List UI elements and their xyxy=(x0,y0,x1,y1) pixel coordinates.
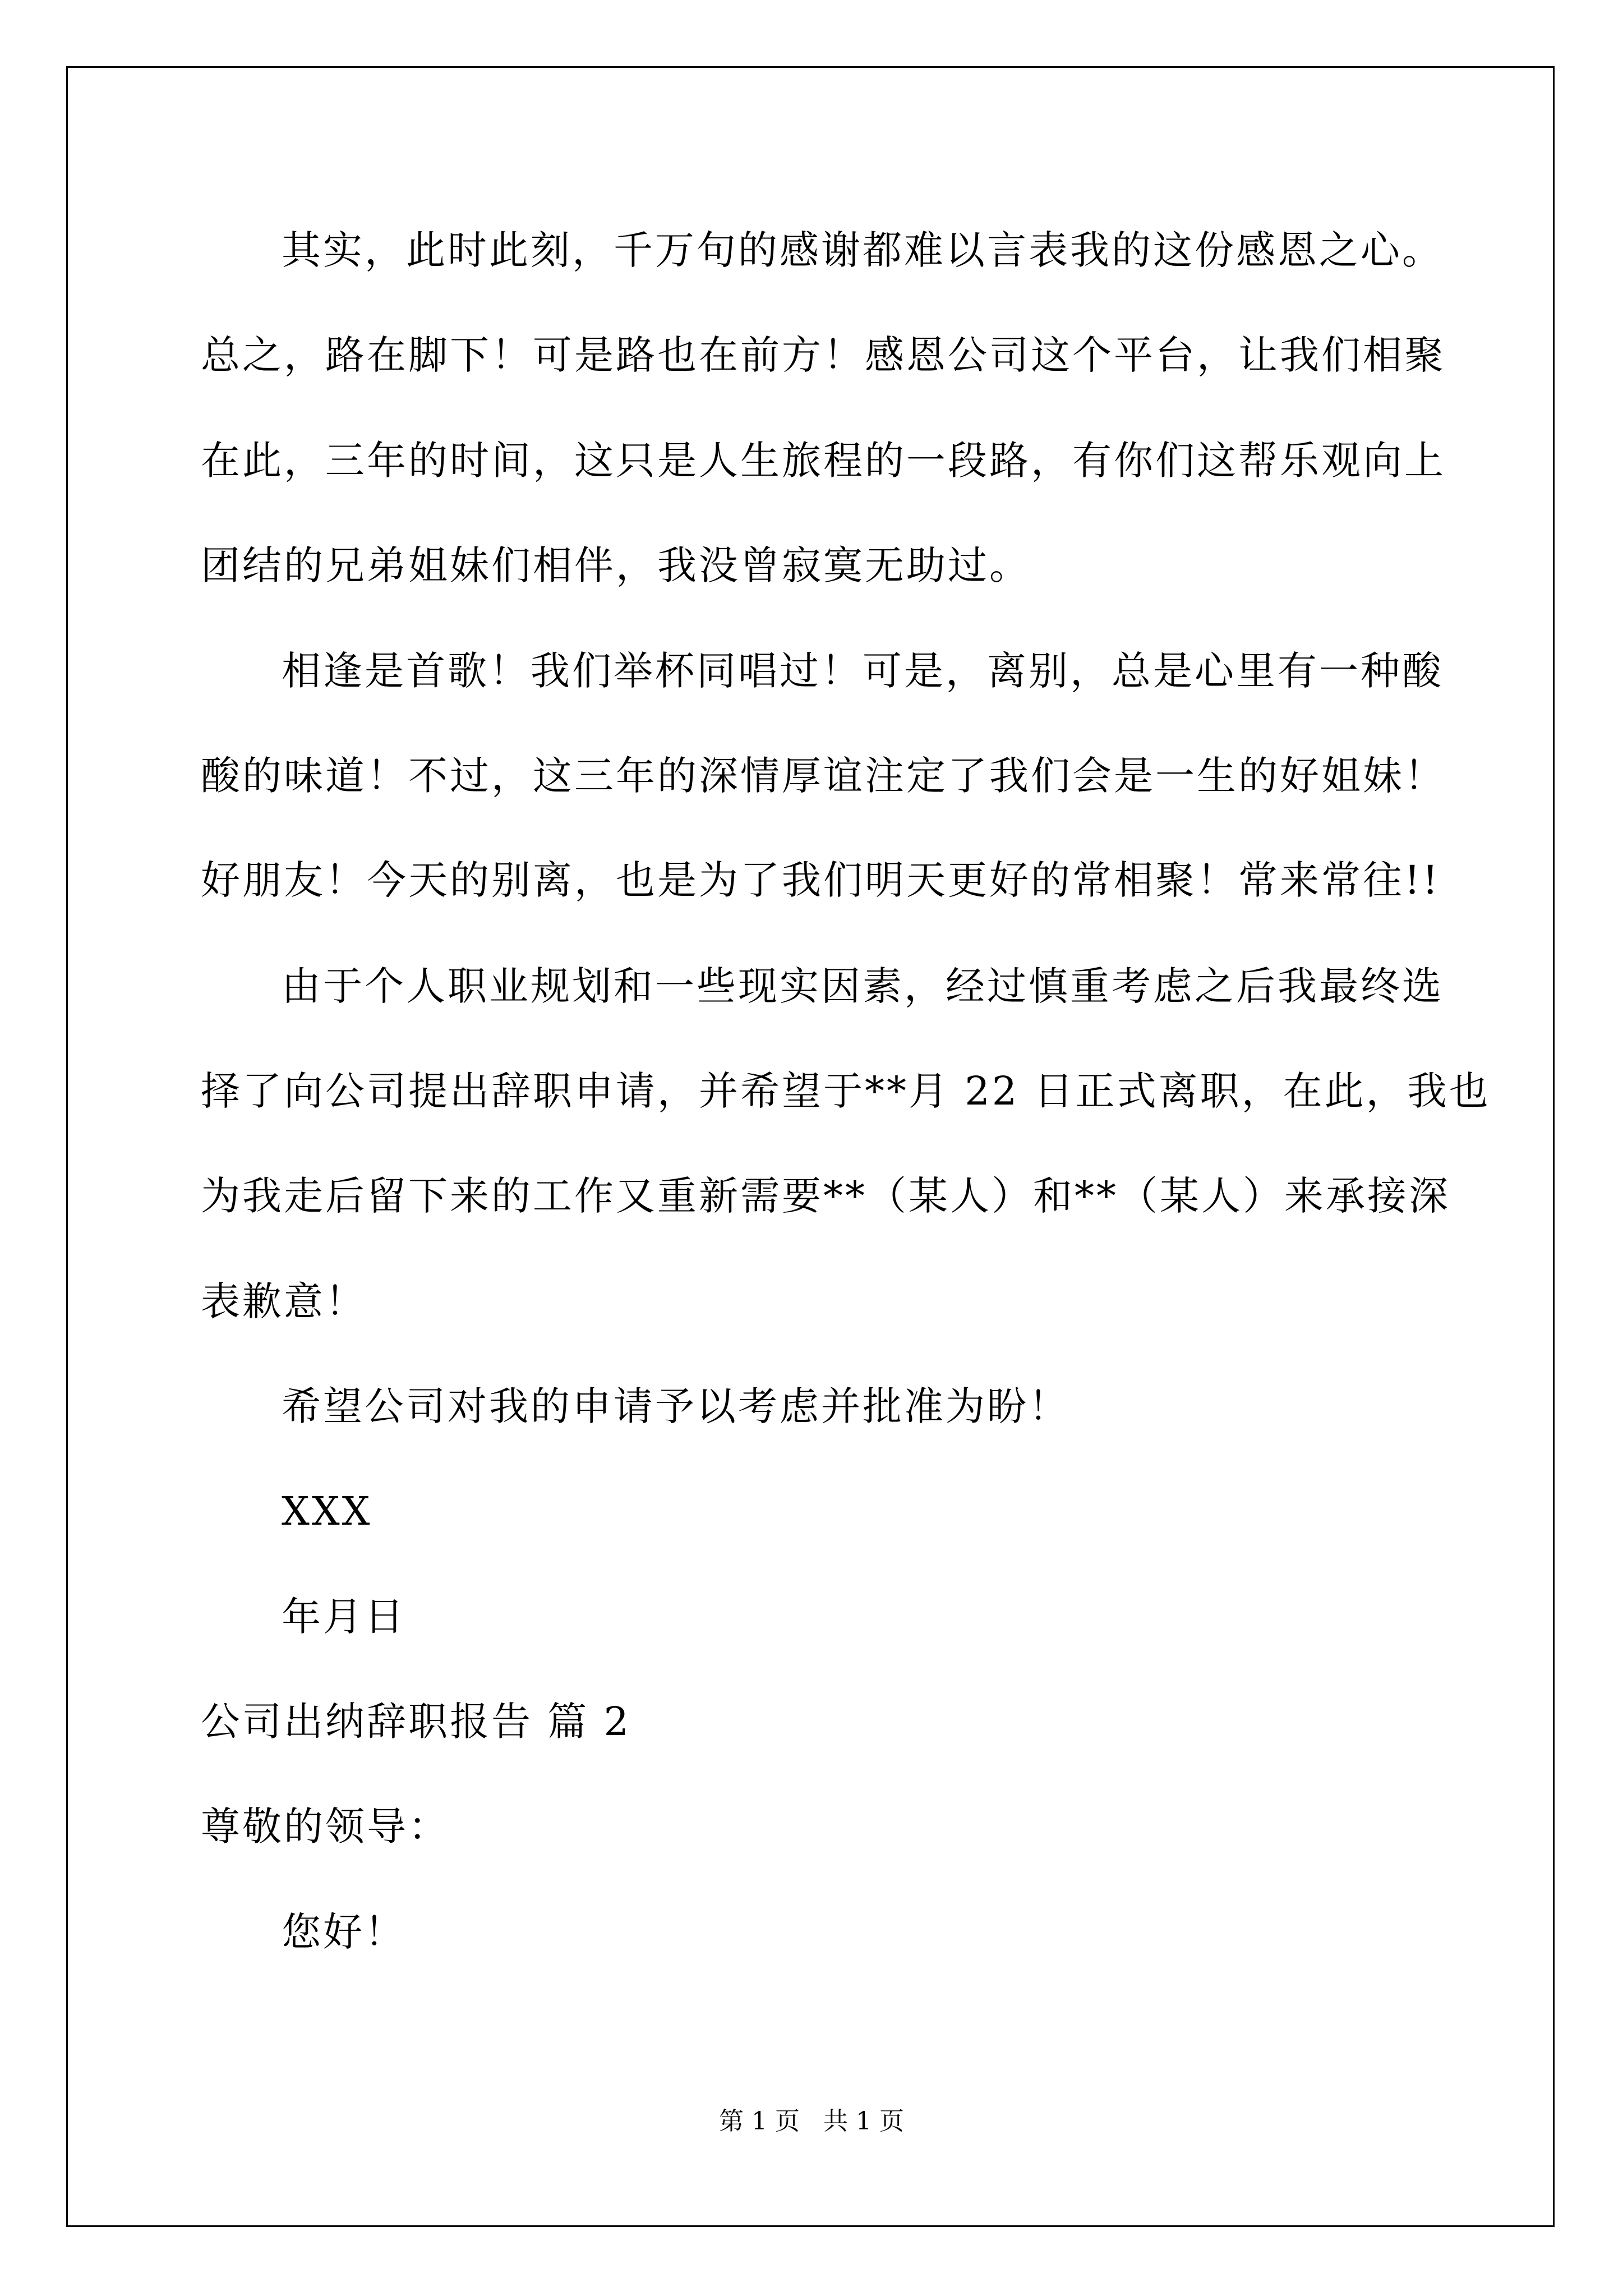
paragraph-1-line-2: 总之，路在脚下！可是路也在前方！感恩公司这个平台，让我们相聚 xyxy=(201,332,1446,378)
signature-name: XXX xyxy=(282,1488,372,1534)
paragraph-3-line-3: 为我走后留下来的工作又重新需要**（某人）和**（某人）来承接深 xyxy=(201,1173,1450,1219)
paragraph-2-line-3: 好朋友！今天的别离，也是为了我们明天更好的常相聚！常来常往!! xyxy=(201,857,1441,903)
request-line: 希望公司对我的申请予以考虑并批准为盼！ xyxy=(282,1383,1070,1429)
paragraph-1-line-1: 其实，此时此刻，千万句的感谢都难以言表我的这份感恩之心。 xyxy=(282,227,1444,273)
section-heading: 公司出纳辞职报告 篇 2 xyxy=(201,1699,631,1745)
paragraph-2-line-2: 酸的味道！不过，这三年的深情厚谊注定了我们会是一生的好姐妹！ xyxy=(201,753,1446,799)
page-border xyxy=(66,66,1555,2227)
paragraph-1-line-3: 在此，三年的时间，这只是人生旅程的一段路，有你们这帮乐观向上 xyxy=(201,438,1446,484)
signature-date: 年月日 xyxy=(282,1594,406,1640)
page-number-footer: 第 1 页 共 1 页 xyxy=(719,2107,904,2136)
paragraph-3-line-4: 表歉意！ xyxy=(201,1278,367,1324)
paragraph-1-line-4: 团结的兄弟姐妹们相伴，我没曾寂寞无助过。 xyxy=(201,542,1031,588)
greeting: 您好！ xyxy=(282,1909,406,1955)
paragraph-3-line-2: 择了向公司提出辞职申请，并希望于**月 22 日正式离职，在此，我也 xyxy=(201,1068,1491,1114)
paragraph-2-line-1: 相逢是首歌！我们举杯同唱过！可是，离别，总是心里有一种酸 xyxy=(282,648,1444,694)
paragraph-3-line-1: 由于个人职业规划和一些现实因素，经过慎重考虑之后我最终选 xyxy=(282,963,1444,1009)
salutation: 尊敬的领导： xyxy=(201,1803,450,1849)
